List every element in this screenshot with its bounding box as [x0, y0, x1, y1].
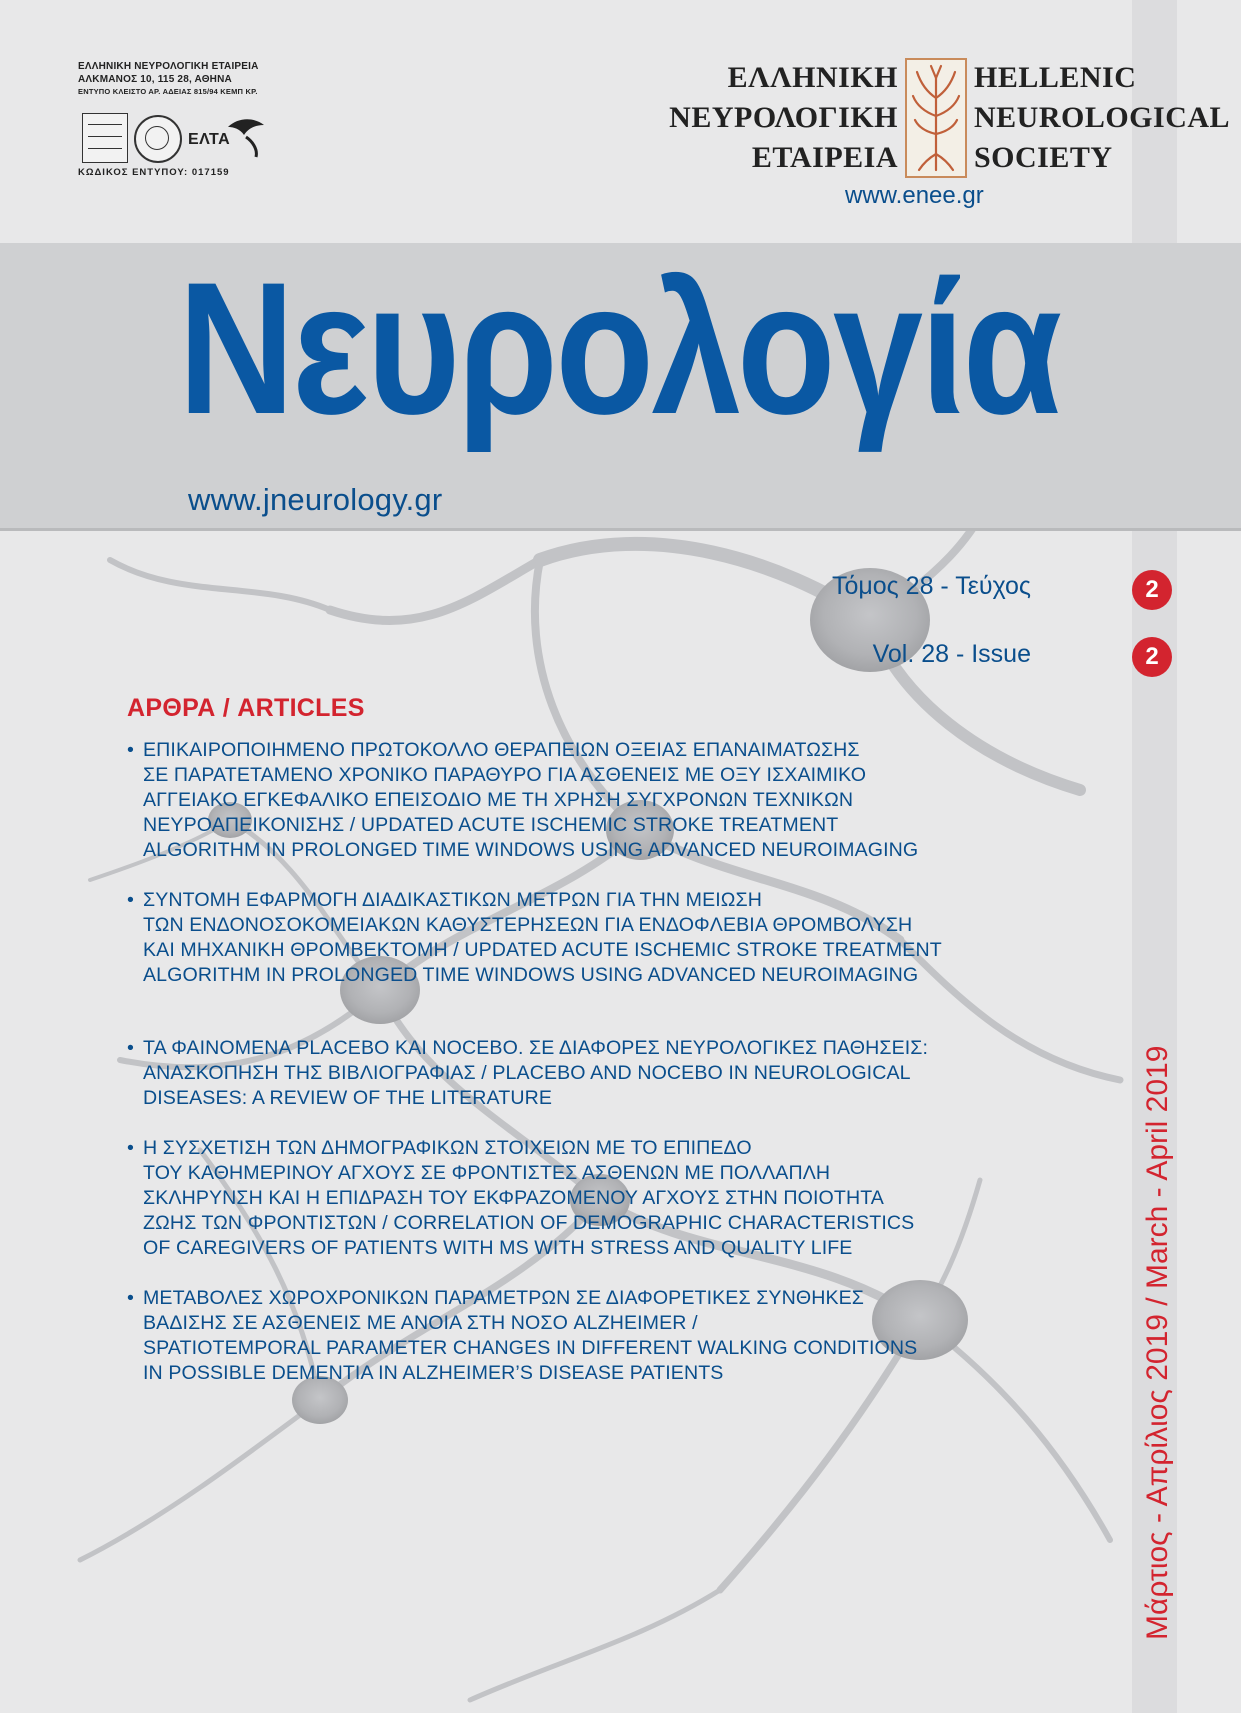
society-emblem-icon	[905, 58, 967, 178]
postal-logos	[78, 111, 278, 163]
society-url[interactable]: www.enee.gr	[845, 182, 984, 209]
publisher-info	[78, 60, 278, 178]
issue-badge-english: 2	[1132, 637, 1172, 677]
print-code: ΚΩΔΙΚΟΣ ΕΝΤΥΠΟΥ: 017159	[78, 167, 230, 178]
article-item: • Η ΣΥΣΧΕΤΙΣΗ ΤΩΝ ΔΗΜΟΓΡΑΦΙΚΩΝ ΣΤΟΙΧΕΙΩΝ ΜΕ ΤΟ ΕΠΙΠΕΔΟ ΤΟΥ ΚΑΘΗΜΕΡΙΝΟΥ ΑΓΧΟΥΣ ΣΕ ΦΡΟΝΤΙΣΤΕΣ ΑΣΘΕΝΩΝ ΜΕ ΠΟΛΛΑΠΛΗ ΣΚΛΗΡΥΝΣΗ ΚΑΙ Η ΕΠΙΔΡΑΣΗ ΤΟΥ ΕΚΦΡΑΖΟΜΕΝΟΥ ΑΓΧΟΥΣ ΣΤΗΝ ΠΟΙΟΤΗΤΑ ΖΩΗΣ ΤΩΝ ΦΡΟΝΤΙΣΤΩΝ / CORRELATION OF DEMOGRAPHIC CHARACTERISTICS OF CAREGIVERS OF PATIENTS WITH MS WITH STRESS AND QUALITY LIFE	[127, 1136, 947, 1261]
journal-title: Νευρολογία	[178, 243, 1060, 453]
article-item: • ΤΑ ΦΑΙΝΟΜΕΝΑ PLACEBO ΚΑΙ NOCEBO. ΣΕ ΔΙΑΦΟΡΕΣ ΝΕΥΡΟΛΟΓΙΚΕΣ ΠΑΘΗΣΕΙΣ: ΑΝΑΣΚΟΠΗΣΗ ΤΗΣ ΒΙΒΛΙΟΓΡΑΦΙΑΣ / PLACEBO AND NOCEBO IN NEUROLOGICAL DISEASES: A REVIEW OF THE LITERATURE	[127, 1036, 947, 1111]
publisher-address: ΑΛΚΜΑΝΟΣ 10, 115 28, ΑΘΗΝΑ	[78, 74, 232, 85]
issue-date: Μάρτιος - Απρίλιος 2019 / March - April 2019	[1141, 1045, 1174, 1640]
society-logo	[669, 58, 1231, 218]
article-item: • ΣΥΝΤΟΜΗ ΕΦΑΡΜΟΓΗ ΔΙΑΔΙΚΑΣΤΙΚΩΝ ΜΕΤΡΩΝ ΓΙΑ ΤΗΝ ΜΕΙΩΣΗ ΤΩΝ ΕΝΔΟΝΟΣΟΚΟΜΕΙΑΚΩΝ ΚΑΘΥΣΤΕΡΗΣΕΩΝ ΓΙΑ ΕΝΔΟΦΛΕΒΙΑ ΘΡΟΜΒΟΛΥΣΗ ΚΑΙ ΜΗΧΑΝΙΚΗ ΘΡΟΜΒΕΚΤΟΜΗ / UPDATED ACUTE ISCHEMIC STROKE TREATMENT ALGORITHM IN PROLONGED TIME WINDOWS USING ADVANCED NEUROIMAGING	[127, 888, 947, 988]
postal-seal-icon	[82, 113, 128, 163]
journal-url[interactable]: www.jneurology.gr	[188, 482, 443, 517]
society-name-greek: ΕΛΛΗΝΙΚΗ ΝΕΥΡΟΛΟΓΙΚΗ ΕΤΑΙΡΕΙΑ	[669, 61, 898, 174]
article-item: • ΕΠΙΚΑΙΡΟΠΟΙΗΜΕΝΟ ΠΡΩΤΟΚΟΛΛΟ ΘΕΡΑΠΕΙΩΝ ΟΞΕΙΑΣ ΕΠΑΝΑΙΜΑΤΩΣΗΣ ΣΕ ΠΑΡΑΤΕΤΑΜΕΝΟ ΧΡΟΝΙΚΟ ΠΑΡΑΘΥΡΟ ΓΙΑ ΑΣΘΕΝΕΙΣ ΜΕ ΟΞΥ ΙΣΧΑΙΜΙΚΟ ΑΓΓΕΙΑΚΟ ΕΓΚΕΦΑΛΙΚΟ ΕΠΕΙΣΟΔΙΟ ΜΕ ΤΗ ΧΡΗΣΗ ΣΥΓΧΡΟΝΩΝ ΤΕΧΝΙΚΩΝ ΝΕΥΡΟΑΠΕΙΚΟΝΙΣΗΣ / UPDATED ACUTE ISCHEMIC STROKE TREATMENT ALGORITHM IN PROLONGED TIME WINDOWS USING ADVANCED NEUROIMAGING	[127, 738, 947, 863]
elta-logo	[188, 115, 268, 159]
publisher-permit: ΕΝΤΥΠΟ ΚΛΕΙΣΤΟ ΑΡ. ΑΔΕΙΑΣ 815/94 ΚΕΜΠ ΚΡ.	[78, 87, 258, 96]
articles-heading: ΑΡΘΡΑ / ARTICLES	[127, 694, 365, 722]
society-name-english: HELLENIC NEUROLOGICAL SOCIETY	[974, 61, 1231, 174]
elta-wordmark: ΕΛΤΑ	[188, 131, 231, 148]
issue-badge-greek: 2	[1132, 570, 1172, 610]
publisher-name: ΕΛΛΗΝΙΚΗ ΝΕΥΡΟΛΟΓΙΚΗ ΕΤΑΙΡΕΙΑ	[78, 61, 259, 72]
article-item: • ΜΕΤΑΒΟΛΕΣ ΧΩΡΟΧΡΟΝΙΚΩΝ ΠΑΡΑΜΕΤΡΩΝ ΣΕ ΔΙΑΦΟΡΕΤΙΚΕΣ ΣΥΝΘΗΚΕΣ ΒΑΔΙΣΗΣ ΣΕ ΑΣΘΕΝΕΙΣ ΜΕ ΑΝΟΙΑ ΣΤΗ ΝΟΣΟ ALZHEIMER / SPATIOTEMPORAL PARAMETER CHANGES IN DIFFERENT WALKING CONDITIONS IN POSSIBLE DEMENTIA IN ALZHEIMER’S DISEASE PATIENTS	[127, 1286, 947, 1386]
volume-english: Vol. 28 - Issue	[872, 640, 1031, 668]
volume-greek: Τόμος 28 - Τεύχος	[831, 572, 1031, 600]
postal-stamp-icon	[134, 115, 182, 163]
